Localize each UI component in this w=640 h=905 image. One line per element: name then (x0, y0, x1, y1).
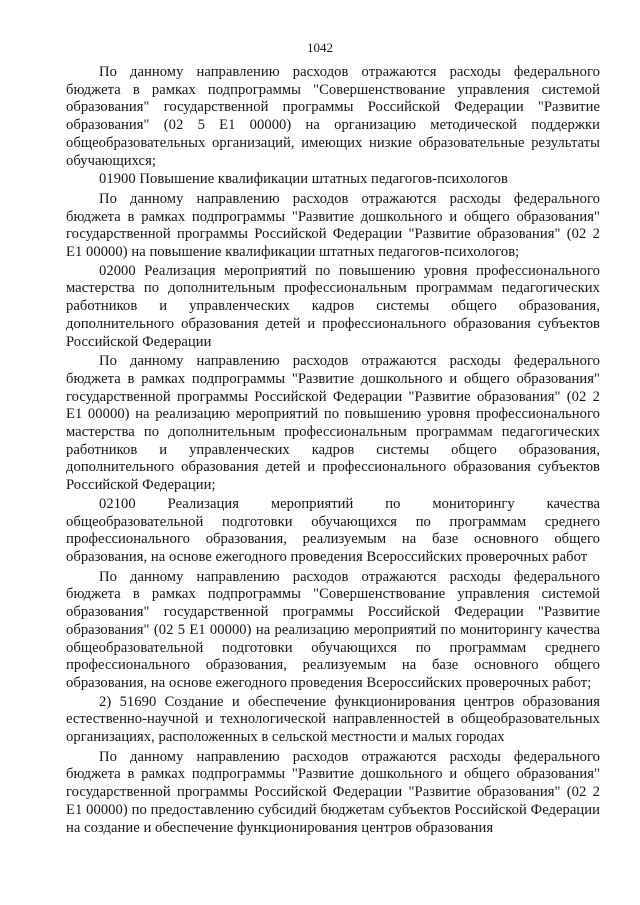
paragraph-expense-description: По данному направлению расходов отражаются расходы федерального бюджета в рамках подпрограммы "Развитие дошкольного и общего образования" государственной программы Российской Федерации "Развитие образования" (02 2 Е1 00000) по предоставлению субсидий бюджетам субъектов Российской Федерации на создание и обеспечение функционирования центров образования (66, 748, 600, 836)
paragraph-expense-description: По данному направлению расходов отражаются расходы федерального бюджета в рамках подпрограммы "Развитие дошкольного и общего образования" государственной программы Российской Федерации "Развитие образования" (02 2 Е1 00000) на реализацию мероприятий по повышению уровня профессионального мастерства по дополнительным профессиональным программам педагогических работников и управленческих кадров системы общего образования, дополнительного образования детей и профессионального образования субъектов Российской Федерации; (66, 353, 600, 494)
document-body (66, 64, 600, 837)
paragraph-expense-description: По данному направлению расходов отражаются расходы федерального бюджета в рамках подпрограммы "Совершенствование управления системой образования" государственной программы Российской Федерации "Развитие образования" (02 5 Е1 00000) на реализацию мероприятий по мониторингу качества общеобразовательной подготовки обучающихся по программам среднего профессионального образования, реализуемым на базе основного общего образования, на основе ежегодного проведения Всероссийских проверочных работ; (66, 568, 600, 691)
paragraph-expense-description: По данному направлению расходов отражаются расходы федерального бюджета в рамках подпрограммы "Совершенствование управления системой образования" государственной программы Российской Федерации "Развитие образования" (02 5 Е1 00000) на организацию методической поддержки общеобразовательных организаций, имеющих низкие образовательные результаты обучающихся; (66, 64, 600, 169)
expense-code-heading: 02000 Реализация мероприятий по повышению уровня профессионального мастерства по дополнительным профессиональным программам педагогических работников и управленческих кадров системы общего образования, дополнительного образования детей и профессионального образования субъектов Российской Федерации (66, 262, 600, 350)
expense-code-heading: 02100 Реализация мероприятий по мониторингу качества общеобразовательной подготовки обучающихся по программам среднего профессионального образования, реализуемым на базе основного общего образования, на основе ежегодного проведения Всероссийских проверочных работ (66, 495, 600, 565)
expense-code-heading: 01900 Повышение квалификации штатных педагогов-психологов (99, 171, 508, 188)
expense-code-heading: 2) 51690 Создание и обеспечение функционирования центров образования естественно-научной и технологической направленностей в общеобразовательных организациях, расположенных в сельской местности и малых городах (66, 693, 600, 746)
page-number: 1042 (307, 40, 333, 55)
paragraph-expense-description: По данному направлению расходов отражаются расходы федерального бюджета в рамках подпрограммы "Развитие дошкольного и общего образования" государственной программы Российской Федерации "Развитие образования" (02 2 Е1 00000) на повышение квалификации штатных педагогов-психологов; (66, 190, 600, 261)
